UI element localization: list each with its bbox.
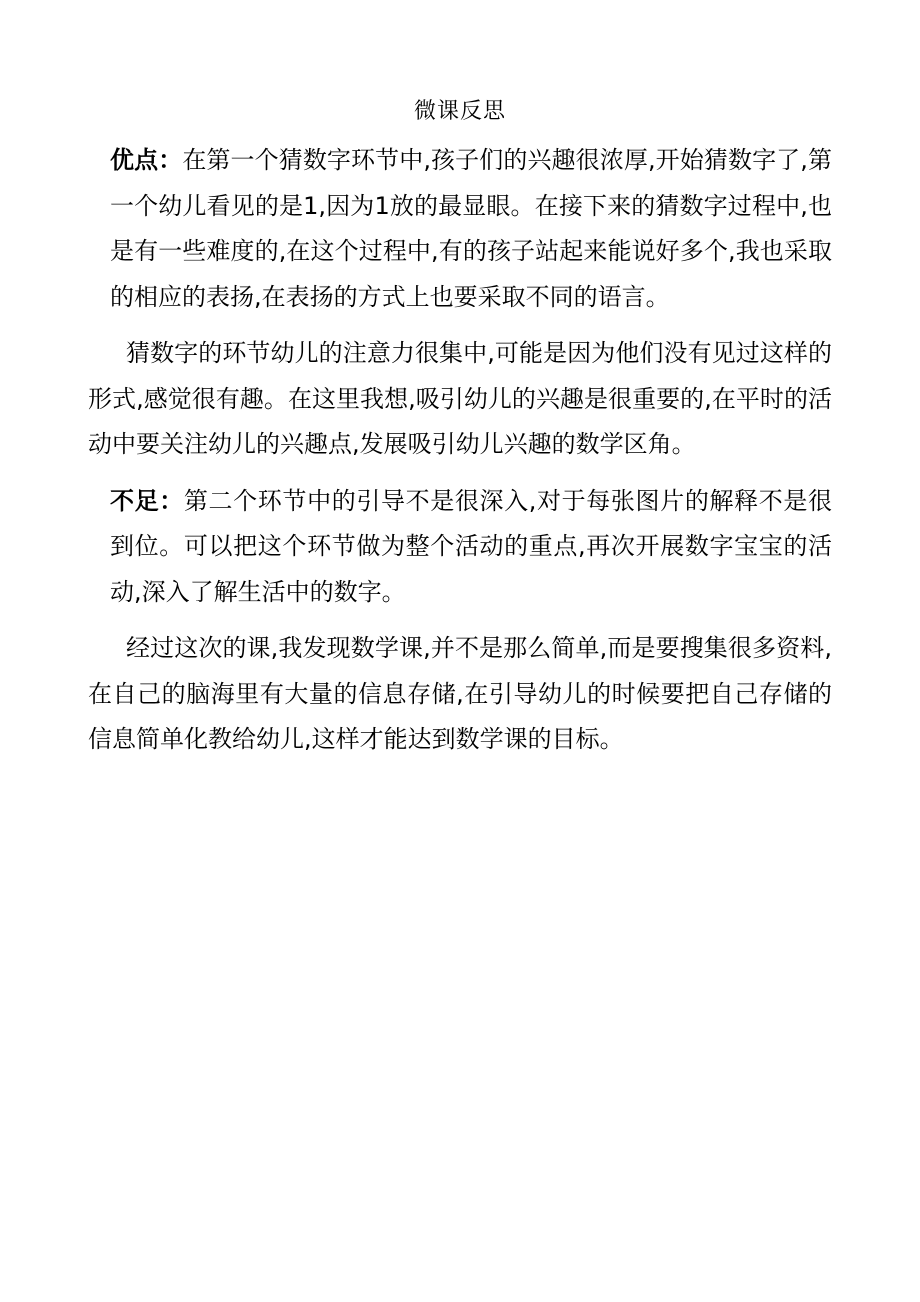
weaknesses-text: 第二个环节中的引导不是很深入,对于每张图片的解释不是很到位。可以把这个环节做为整个活动的重点,再次开展数字宝宝的活动,深入了解生活中的数字。 xyxy=(110,486,832,606)
paragraph-observation xyxy=(88,331,832,468)
conclusion-text: 经过这次的课,我发现数学课,并不是那么简单,而是要搜集很多资料,在自己的脑海里有大量的信息存储,在引导幼儿的时候要把自己存储的信息简单化教给幼儿,这样才能达到数学课的目标。 xyxy=(88,634,832,753)
document-title: 微课反思 xyxy=(413,99,506,124)
weaknesses-label: 不足： xyxy=(110,486,184,515)
strengths-text: 在第一个猜数字环节中,孩子们的兴趣很浓厚,开始猜数字了,第一个幼儿看见的是1,因为1放的最显眼。在接下来的猜数字过程中,也是有一些难度的,在这个过程中,有的孩子站起来能说好多个,我也采取的相应的表扬,在表扬的方式上也要采取不同的语言。 xyxy=(110,146,833,311)
observation-text: 猜数字的环节幼儿的注意力很集中,可能是因为他们没有见过这样的形式,感觉很有趣。在这里我想,吸引幼儿的兴趣是很重要的,在平时的活动中要关注幼儿的兴趣点,发展吸引幼儿兴趣的数学区角。 xyxy=(88,339,832,458)
paragraph-strengths xyxy=(88,138,832,320)
paragraph-weaknesses xyxy=(88,479,832,616)
document-page xyxy=(88,92,832,763)
paragraph-conclusion xyxy=(88,626,832,763)
strengths-label: 优点： xyxy=(110,146,183,174)
